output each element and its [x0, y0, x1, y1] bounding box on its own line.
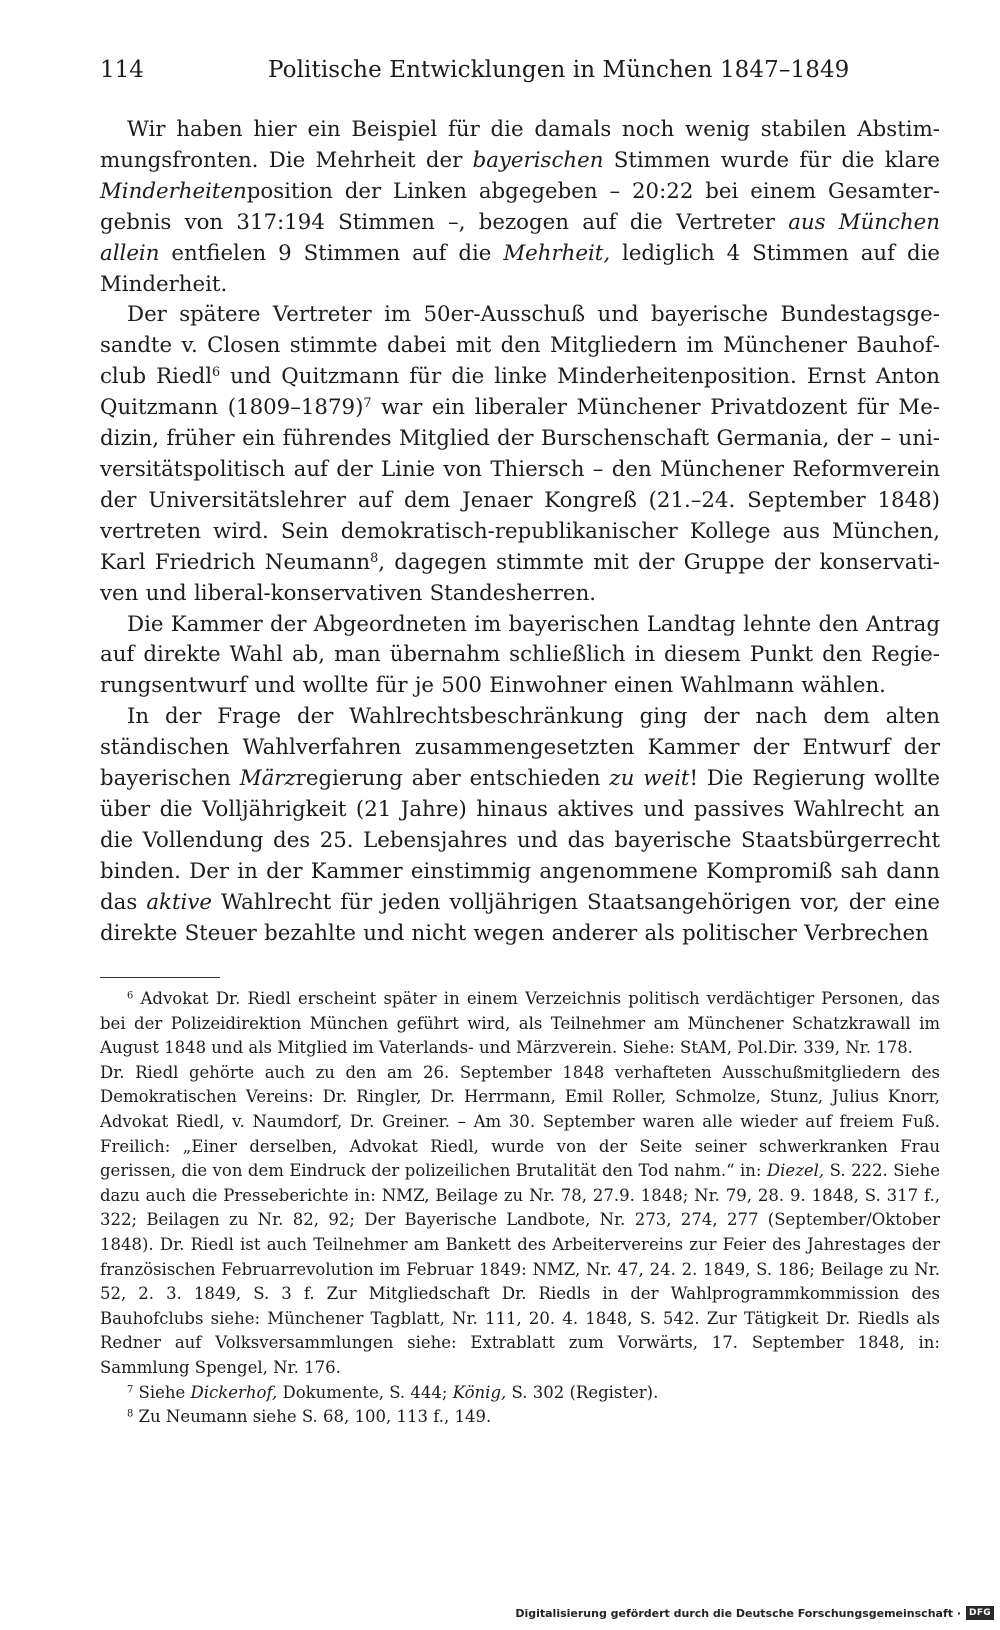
- footnote-6: $^6$ Advokat Dr. Riedl erscheint später in einem Verzeichnis politisch verdächtiger Personen, das bei der Polizeidirektion München geführt wird, als Teilnehmer am Münchener Schatzkrawall im August 1848 und als Mitglied im Vaterlands- und Märzverein. Siehe: StAM, Pol.Dir. 339, Nr. 178.: [100, 989, 940, 1058]
- emphasis: Diezel,: [766, 1161, 825, 1181]
- dfg-logo-icon: DFG: [966, 1606, 994, 1620]
- emphasis: März: [239, 766, 296, 792]
- running-title: Politische Entwicklungen in München 1847–1849: [268, 57, 850, 83]
- emphasis: aus München allein: [100, 209, 940, 266]
- digitization-credit: [515, 1604, 994, 1622]
- running-header: [100, 52, 940, 88]
- emphasis: bayerischen: [472, 147, 604, 173]
- emphasis: Mehrheit,: [503, 240, 611, 266]
- footnote-6-continued: Dr. Riedl gehörte auch zu den am 26. September 1848 verhafteten Ausschußmitgliedern des Demokratischen Vereins: Dr. Ringler, Dr. Herrmann, Emil Roller, Schmolze, Stunz, Julius Knorr, Advokat Riedl, v. Naumdorf, Dr. Greiner. – Am 30. September waren alle wieder auf freiem Fuß. Freilich: „Einer derselben, Advokat Riedl, wurde von der Seite seiner schwerkranken Frau gerissen, die von dem Eindruck der polizeilichen Brutalität den Tod nahm.“ in: Diezel, S. 222. Siehe dazu auch die Presseberichte in: NMZ, Beilage zu Nr. 78, 27.9. 1848; Nr. 79, 28. 9. 1848, S. 317 f., 322; Beilagen zu Nr. 82, 92; Der Bayerische Landbote, Nr. 273, 274, 277 (September/Oktober 1848). Dr. Riedl ist auch Teilnehmer am Bankett des Arbeitervereins zur Feier des Jahrestages der französischen Februarrevolution im Februar 1849: NMZ, Nr. 47, 24. 2. 1849, S. 186; Beilage zu Nr. 52, 2. 3. 1849, S. 3 f. Zur Mitgliedschaft Dr. Riedls in der Wahlprogrammkommission des Bauhofclubs siehe: Münchener Tagblatt, Nr. 111, 20. 4. 1848, S. 542. Zur Tätigkeit Dr. Riedls als Redner auf Volksversammlungen siehe: Extrablatt zum Vorwärts, 17. September 1848, in: Sammlung Spengel, Nr. 176.: [100, 1062, 940, 1377]
- footnote-ref-8: 8: [370, 550, 379, 566]
- paragraph-1: Wir haben hier ein Beispiel für die damals noch wenig stabilen Abstimmungsfronten. Die Mehrheit der bayerischen Stimmen wurde für die klare Minderheitenposition der Linken abgegeben – 20:22 bei einem Gesamtergebnis von 317:194 Stimmen –, bezogen auf die Vertreter aus München allein entfielen 9 Stimmen auf die Mehrheit, lediglich 4 Stimmen auf die Minderheit.: [100, 117, 940, 297]
- footnotes: [100, 987, 940, 1430]
- paragraph-2: Der spätere Vertreter im 50er-Ausschuß und bayerische Bundestagsgesandte v. Closen stimmte dabei mit den Mitgliedern im Münchener Bauhofclub Riedl$^6$ und Quitzmann für die linke Minderheitenposition. Ernst Anton Quitzmann (1809–1879)$^7$ war ein liberaler Münchener Privatdozent für Medizin, früher ein führendes Mitglied der Burschenschaft Germania, der – universitätspolitisch auf der Linie von Thiersch – den Münchener Reformverein der Universitätslehrer auf dem Jenaer Kongreß (21.–24. September 1848) vertreten wird. Sein demokratisch-republikanischer Kollege aus München, Karl Friedrich Neumann$^8$, dagegen stimmte mit der Gruppe der konservativen und liberal-konservativen Standesherren.: [100, 302, 940, 606]
- footnote-divider: [100, 977, 220, 978]
- paragraph-3: Die Kammer der Abgeordneten im bayerischen Landtag lehnte den Antrag auf direkte Wahl ab, man übernahm schließlich in diesem Punkt den Regierungsentwurf und wollte für je 500 Einwohner einen Wahlmann wählen.: [100, 611, 940, 699]
- footnote-mark: 8: [127, 1408, 134, 1420]
- footnote-8: $^8$ Zu Neumann siehe S. 68, 100, 113 f., 149.: [127, 1407, 492, 1427]
- paragraph-4: In der Frage der Wahlrechtsbeschränkung ging der nach dem alten ständischen Wahlverfahren zusammengesetzten Kammer der Entwurf der bayerischen Märzregierung aber entschieden zu weit! Die Regierung wollte über die Volljährigkeit (21 Jahre) hinaus aktives und passives Wahlrecht an die Vollendung des 25. Lebensjahres und das bayerische Staatsbürgerrecht binden. Der in der Kammer einstimmig angenommene Kompromiß sah dann das aktive Wahlrecht für jeden volljährigen Staatsangehörigen vor, der eine direkte Steuer bezahlte und nicht wegen anderer als politischer Verbrechen: [100, 704, 940, 946]
- footnote-mark: 7: [127, 1384, 134, 1396]
- emphasis: zu weit: [609, 766, 690, 792]
- emphasis: König,: [452, 1382, 507, 1402]
- footnote-7: $^7$ Siehe Dickerhof, Dokumente, S. 444; König, S. 302 (Register).: [127, 1382, 659, 1402]
- footnote-ref-6: 6: [212, 365, 221, 381]
- credit-text: Digitalisierung gefördert durch die Deutsche Forschungsgemeinschaft ·: [515, 1606, 961, 1620]
- footnote-ref-7: 7: [363, 396, 372, 412]
- emphasis: aktive: [146, 889, 212, 915]
- footnote-mark: 6: [127, 990, 134, 1002]
- page-number: 114: [100, 57, 144, 83]
- emphasis: Dickerhof,: [190, 1382, 278, 1402]
- main-text: [100, 115, 940, 949]
- emphasis: Minderheiten: [100, 178, 247, 204]
